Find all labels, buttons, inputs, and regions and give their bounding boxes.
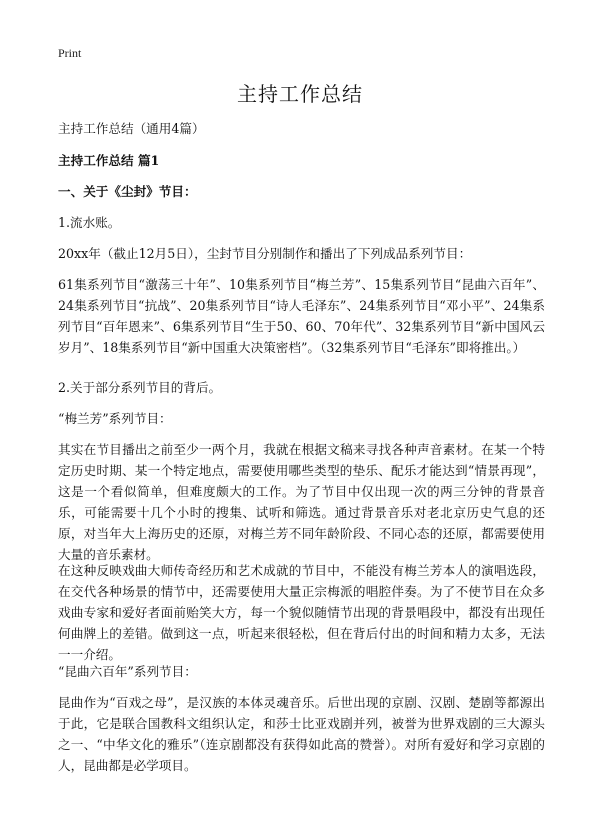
kun-heading: “昆曲六百年”系列节目： [58, 664, 197, 679]
series-list-paragraph: 61集系列节目“激荡三十年”、10集系列节目“梅兰芳”、15集系列节目“昆曲六百年”、24集系列节目“抗战”、20集系列节目“诗人毛泽东”、24集系列节目“邓小平”、24集系列节目“百年恩来”、6集系列节目“生于50、60、70年代”、32集系列节目“新中国风云岁月”、18集系列节目“新中国重大决策密档”。（32集系列节目“毛泽东”即将推出。） [58, 277, 545, 355]
summary-line: 20xx年（截止12月5日），尘封节目分别制作和播出了下列成品系列节目： [58, 246, 472, 261]
print-link[interactable]: Print [58, 46, 82, 60]
kun-paragraph: 昆曲作为“百戏之母”，是汉族的本体灵魂音乐。后世出现的京剧、汉剧、楚剧等都源出于此，它是联合国教科文组织认定，和莎士比亚戏剧并列，被誉为世界戏剧的三大源头之一、“中华文化的雅乐”（连京剧都没有获得如此高的赞誉）。对所有爱好和学习京剧的人，昆曲都是必学项目。 [58, 695, 545, 773]
item-2: 2.关于部分系列节目的背后。 [58, 380, 222, 395]
mei-heading: “梅兰芳”系列节目： [58, 411, 172, 426]
heading-1: 一、关于《尘封》节目： [58, 184, 197, 199]
item-1: 1.流水账。 [58, 215, 121, 230]
section-title: 主持工作总结 篇1 [58, 153, 160, 168]
mei-paragraph-2: 在这种反映戏曲大师传奇经历和艺术成就的节目中，不能没有梅兰芳本人的演唱选段，在交代各种场景的情节中，还需要使用大量正宗梅派的唱腔伴奏。为了不使节目在众多戏曲专家和爱好者面前贻笑大方，每一个貌似随情节出现的背景唱段中，都没有出现任何曲牌上的差错。做到这一点，听起来很轻松，但在背后付出的时间和精力太多，无法一一介绍。 [58, 563, 545, 662]
subtitle: 主持工作总结（通用4篇） [58, 121, 205, 136]
page-title: 主持工作总结 [237, 82, 363, 106]
mei-paragraph-1: 其实在节目播出之前至少一两个月，我就在根据文稿来寻找各种声音素材。在某一个特定历史时期、某一个特定地点，需要使用哪些类型的垫乐、配乐才能达到“情景再现”，这是一个看似简单，但难度颇大的工作。为了节目中仅出现一次的两三分钟的背景音乐，可能需要十几个小时的搜集、试听和筛选。通过背景音乐对老北京历史气息的还原，对当年大上海历史的还原，对梅兰芳不同年龄阶段、不同心态的还原，都需要使用大量的音乐素材。 [58, 442, 545, 562]
